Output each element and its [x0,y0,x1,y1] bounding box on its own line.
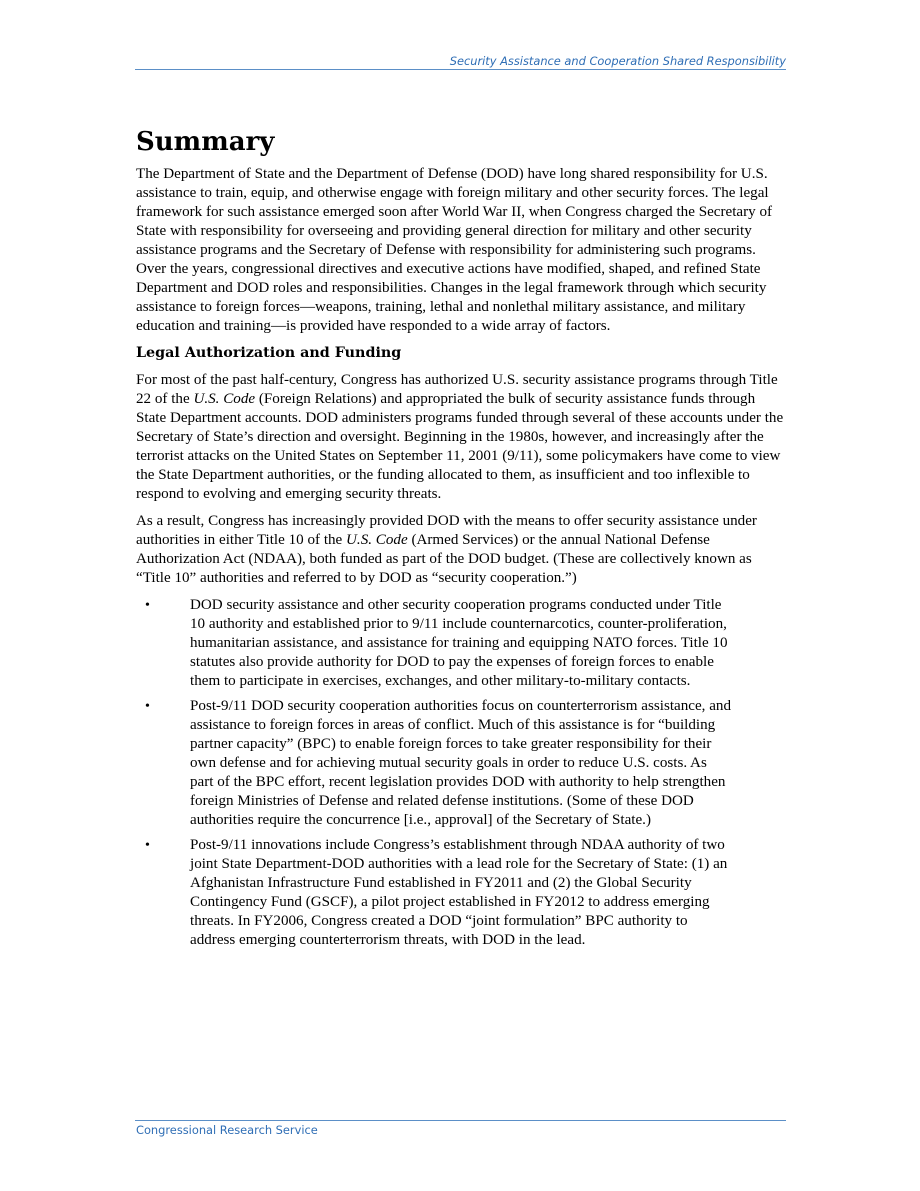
page-title: Summary [136,127,275,157]
running-header: Security Assistance and Cooperation Shared Responsibility [449,54,786,68]
text-run: (Armed Services) or the annual National Defense Authorization Act (NDAA), both funded as part of the DOD budget. (These are collectively known as “Title 10” authorities and referred to by DOD as “security cooperation.”) [136,532,752,586]
text-run: For most of the past half-century, Congress has authorized U.S. security assistance programs through Title 22 of the [136,372,778,407]
page-content [136,126,786,956]
bullet-marker: • [145,838,150,853]
list-item [145,697,732,830]
bullet-marker: • [145,598,150,613]
list-item-text: DOD security assistance and other security cooperation programs conducted under Title 10 authority and established prior to 9/11 include counternarcotics, counter-proliferation, humanitarian assistance, and assistance for training and equipping NATO forces. Title 10 statutes also provide authority for DOD to pay the expenses of foreign forces to enable them to participate in exercises, exchanges, and other military-to-military contacts. [190,597,728,689]
list-item-text: Post-9/11 innovations include Congress’s establishment through NDAA authority of two joint State Department-DOD authorities with a lead role for the Secretary of State: (1) an Afghanistan Infrastructure Fund established in FY2011 and (2) the Global Security Contingency Fund (GSCF), a pilot project established in FY2012 to address emerging threats. In FY2006, Congress created a DOD “joint formulation” BPC authority to address emerging counterterrorism threats, with DOD in the lead. [190,837,728,948]
summary-paragraph: The Department of State and the Department of Defense (DOD) have long shared responsibility for U.S. assistance to train, equip, and otherwise engage with foreign military and other security forces. The legal framework for such assistance emerged soon after World War II, when Congress charged the Secretary of State with responsibility for overseeing and providing general direction for military and other security assistance programs and the Secretary of Defense with responsibility for administering such programs. Over the years, congressional directives and executive actions have modified, shaped, and refined State Department and DOD roles and responsibilities. Changes in the legal framework through which security assistance to foreign forces—weapons, training, lethal and nonlethal military assistance, and military education and training—is provided have responded to a wide array of factors. [136,166,773,334]
list-item-text: Post-9/11 DOD security cooperation authorities focus on counterterrorism assistance, and assistance to foreign forces in areas of conflict. Much of this assistance is for “building partner capacity” (BPC) to enable foreign forces to take greater responsibility for their own defense and for achieving mutual security goals in order to reduce U.S. costs. As part of the BPC effort, recent legislation provides DOD with authority to help strengthen foreign Ministries of Defense and related defense institutions. (Some of these DOD authorities require the concurrence [i.e., approval] of the Secretary of State.) [190,698,732,828]
section-heading: Legal Authorization and Funding [136,345,402,361]
footer-organization: Congressional Research Service [136,1123,318,1137]
bullet-list [136,596,786,950]
list-item [145,836,732,950]
list-item [145,596,732,691]
header-divider [135,69,786,70]
text-run: (Foreign Relations) and appropriated the bulk of security assistance funds through State Department accounts. DOD administers programs funded through several of these accounts under the Secretary of State’s direction and oversight. Beginning in the 1980s, however, and increasingly after the terrorist attacks on the United States on September 11, 2001 (9/11), some policymakers have come to view the State Department authorities, or the funding allocated to them, as insufficient and too inflexible to respond to evolving and emerging security threats. [136,391,784,502]
code-title: U.S. Code [346,532,408,548]
legal-paragraph-2 [136,512,786,588]
legal-paragraph-1 [136,371,786,504]
text-run: As a result, Congress has increasingly provided DOD with the means to offer security assistance under authorities in either Title 10 of the [136,513,757,548]
bullet-marker: • [145,699,150,714]
footer-divider [135,1120,786,1121]
code-title: U.S. Code [193,391,256,407]
